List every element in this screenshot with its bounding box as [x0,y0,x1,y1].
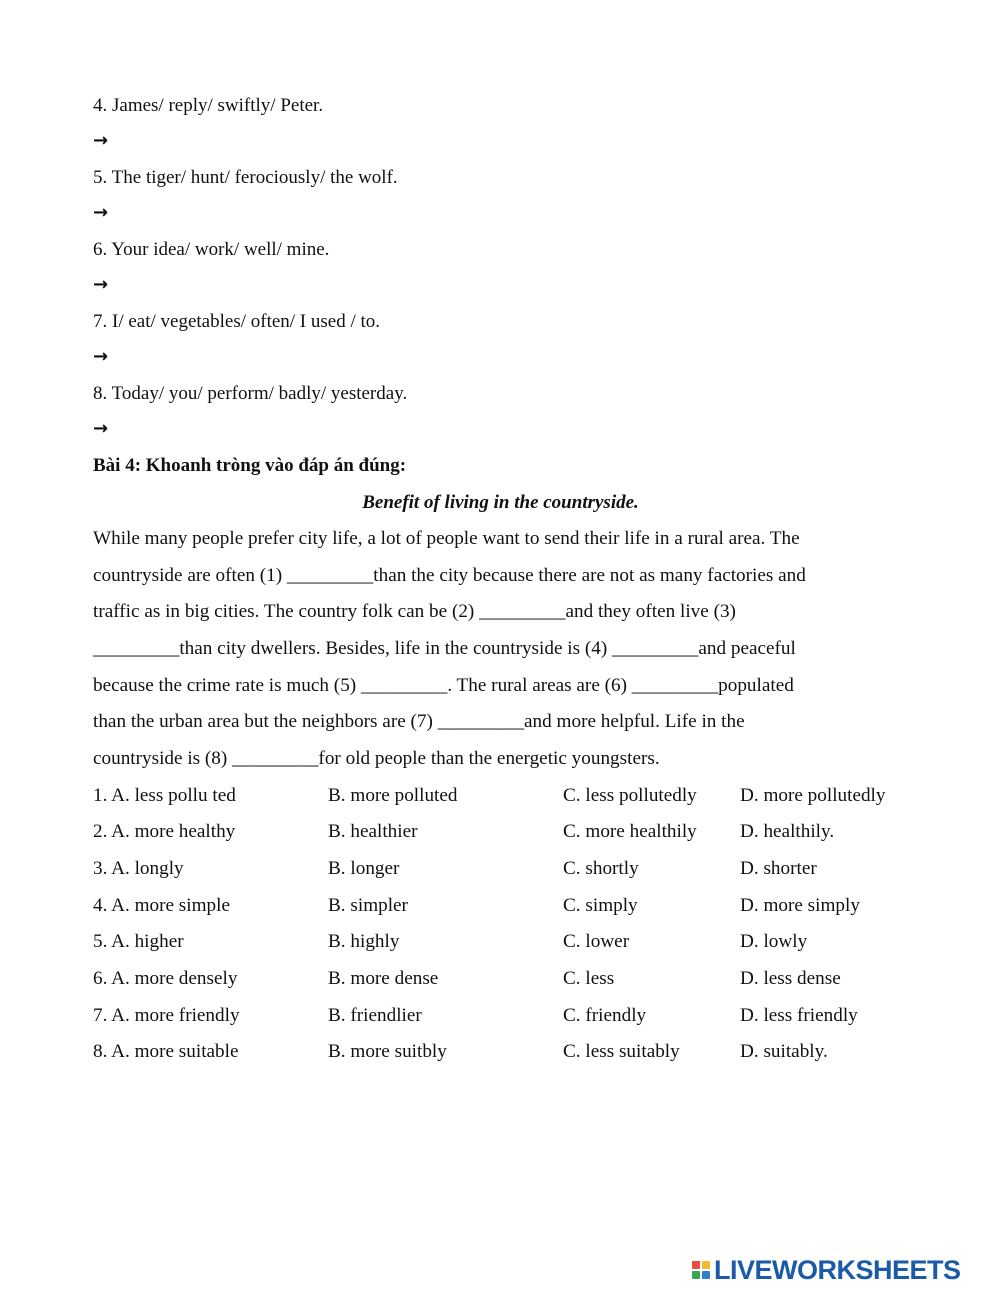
passage-line: While many people prefer city life, a lot of people want to send their life in a rural area. The [93,528,800,549]
option-2a[interactable]: 2. A. more healthy [93,821,236,842]
passage-line: traffic as in big cities. The country folk can be (2) _________and they often live (3) [93,601,736,622]
option-4c[interactable]: C. simply [563,895,638,916]
option-3a[interactable]: 3. A. longly [93,858,184,879]
option-2b[interactable]: B. healthier [328,821,418,842]
sentence-8: 8. Today/ you/ perform/ badly/ yesterday. [93,383,408,404]
option-4d[interactable]: D. more simply [740,895,860,916]
option-7b[interactable]: B. friendlier [328,1005,422,1026]
option-1a[interactable]: 1. A. less pollu ted [93,785,236,806]
option-6c[interactable]: C. less [563,968,615,989]
logo-text: LIVEWORKSHEETS [714,1254,961,1285]
logo-mark-square [702,1271,710,1279]
option-1b[interactable]: B. more polluted [328,785,458,806]
option-6b[interactable]: B. more dense [328,968,439,989]
option-8a[interactable]: 8. A. more suitable [93,1041,239,1062]
option-7a[interactable]: 7. A. more friendly [93,1005,240,1026]
option-5b[interactable]: B. highly [328,931,400,952]
option-6a[interactable]: 6. A. more densely [93,968,238,989]
option-1d[interactable]: D. more pollutedly [740,785,886,806]
option-3c[interactable]: C. shortly [563,858,639,879]
logo-mark-square [692,1271,700,1279]
option-3d[interactable]: D. shorter [740,858,817,879]
answer-arrow-4: → [93,130,109,151]
option-3b[interactable]: B. longer [328,858,400,879]
logo-mark-square [702,1261,710,1269]
passage-line: than the urban area but the neighbors are (7) _________and more helpful. Life in the [93,711,745,732]
exercise-4-heading: Bài 4: Khoanh tròng vào đáp án đúng: [93,455,407,476]
option-5d[interactable]: D. lowly [740,931,808,952]
option-2d[interactable]: D. healthily. [740,821,835,842]
logo-mark-square [692,1261,700,1269]
option-4b[interactable]: B. simpler [328,895,408,916]
passage-line: because the crime rate is much (5) _________. The rural areas are (6) _________populated [93,675,794,696]
option-4a[interactable]: 4. A. more simple [93,895,230,916]
option-2c[interactable]: C. more healthily [563,821,697,842]
passage-line: _________than city dwellers. Besides, life in the countryside is (4) _________and peaceful [93,638,796,659]
option-6d[interactable]: D. less dense [740,968,841,989]
passage-title: Benefit of living in the countryside. [362,492,639,513]
option-8c[interactable]: C. less suitably [563,1041,680,1062]
answer-arrow-6: → [93,274,109,295]
passage-line: countryside is (8) _________for old people than the energetic youngsters. [93,748,660,769]
liveworksheets-logo [692,1255,961,1285]
answer-arrow-7: → [93,346,109,367]
option-5c[interactable]: C. lower [563,931,630,952]
option-8b[interactable]: B. more suitbly [328,1041,447,1062]
option-7d[interactable]: D. less friendly [740,1005,858,1026]
sentence-6: 6. Your idea/ work/ well/ mine. [93,239,330,260]
answer-arrow-8: → [93,418,109,439]
passage-line: countryside are often (1) _________than the city because there are not as many factories and [93,565,806,586]
answer-arrow-5: → [93,202,109,223]
option-5a[interactable]: 5. A. higher [93,931,184,952]
option-1c[interactable]: C. less pollutedly [563,785,697,806]
logo-mark-icon [692,1261,710,1279]
option-7c[interactable]: C. friendly [563,1005,647,1026]
sentence-4: 4. James/ reply/ swiftly/ Peter. [93,95,324,116]
option-8d[interactable]: D. suitably. [740,1041,828,1062]
sentence-7: 7. I/ eat/ vegetables/ often/ I used / to. [93,311,381,332]
sentence-5: 5. The tiger/ hunt/ ferociously/ the wolf. [93,167,398,188]
